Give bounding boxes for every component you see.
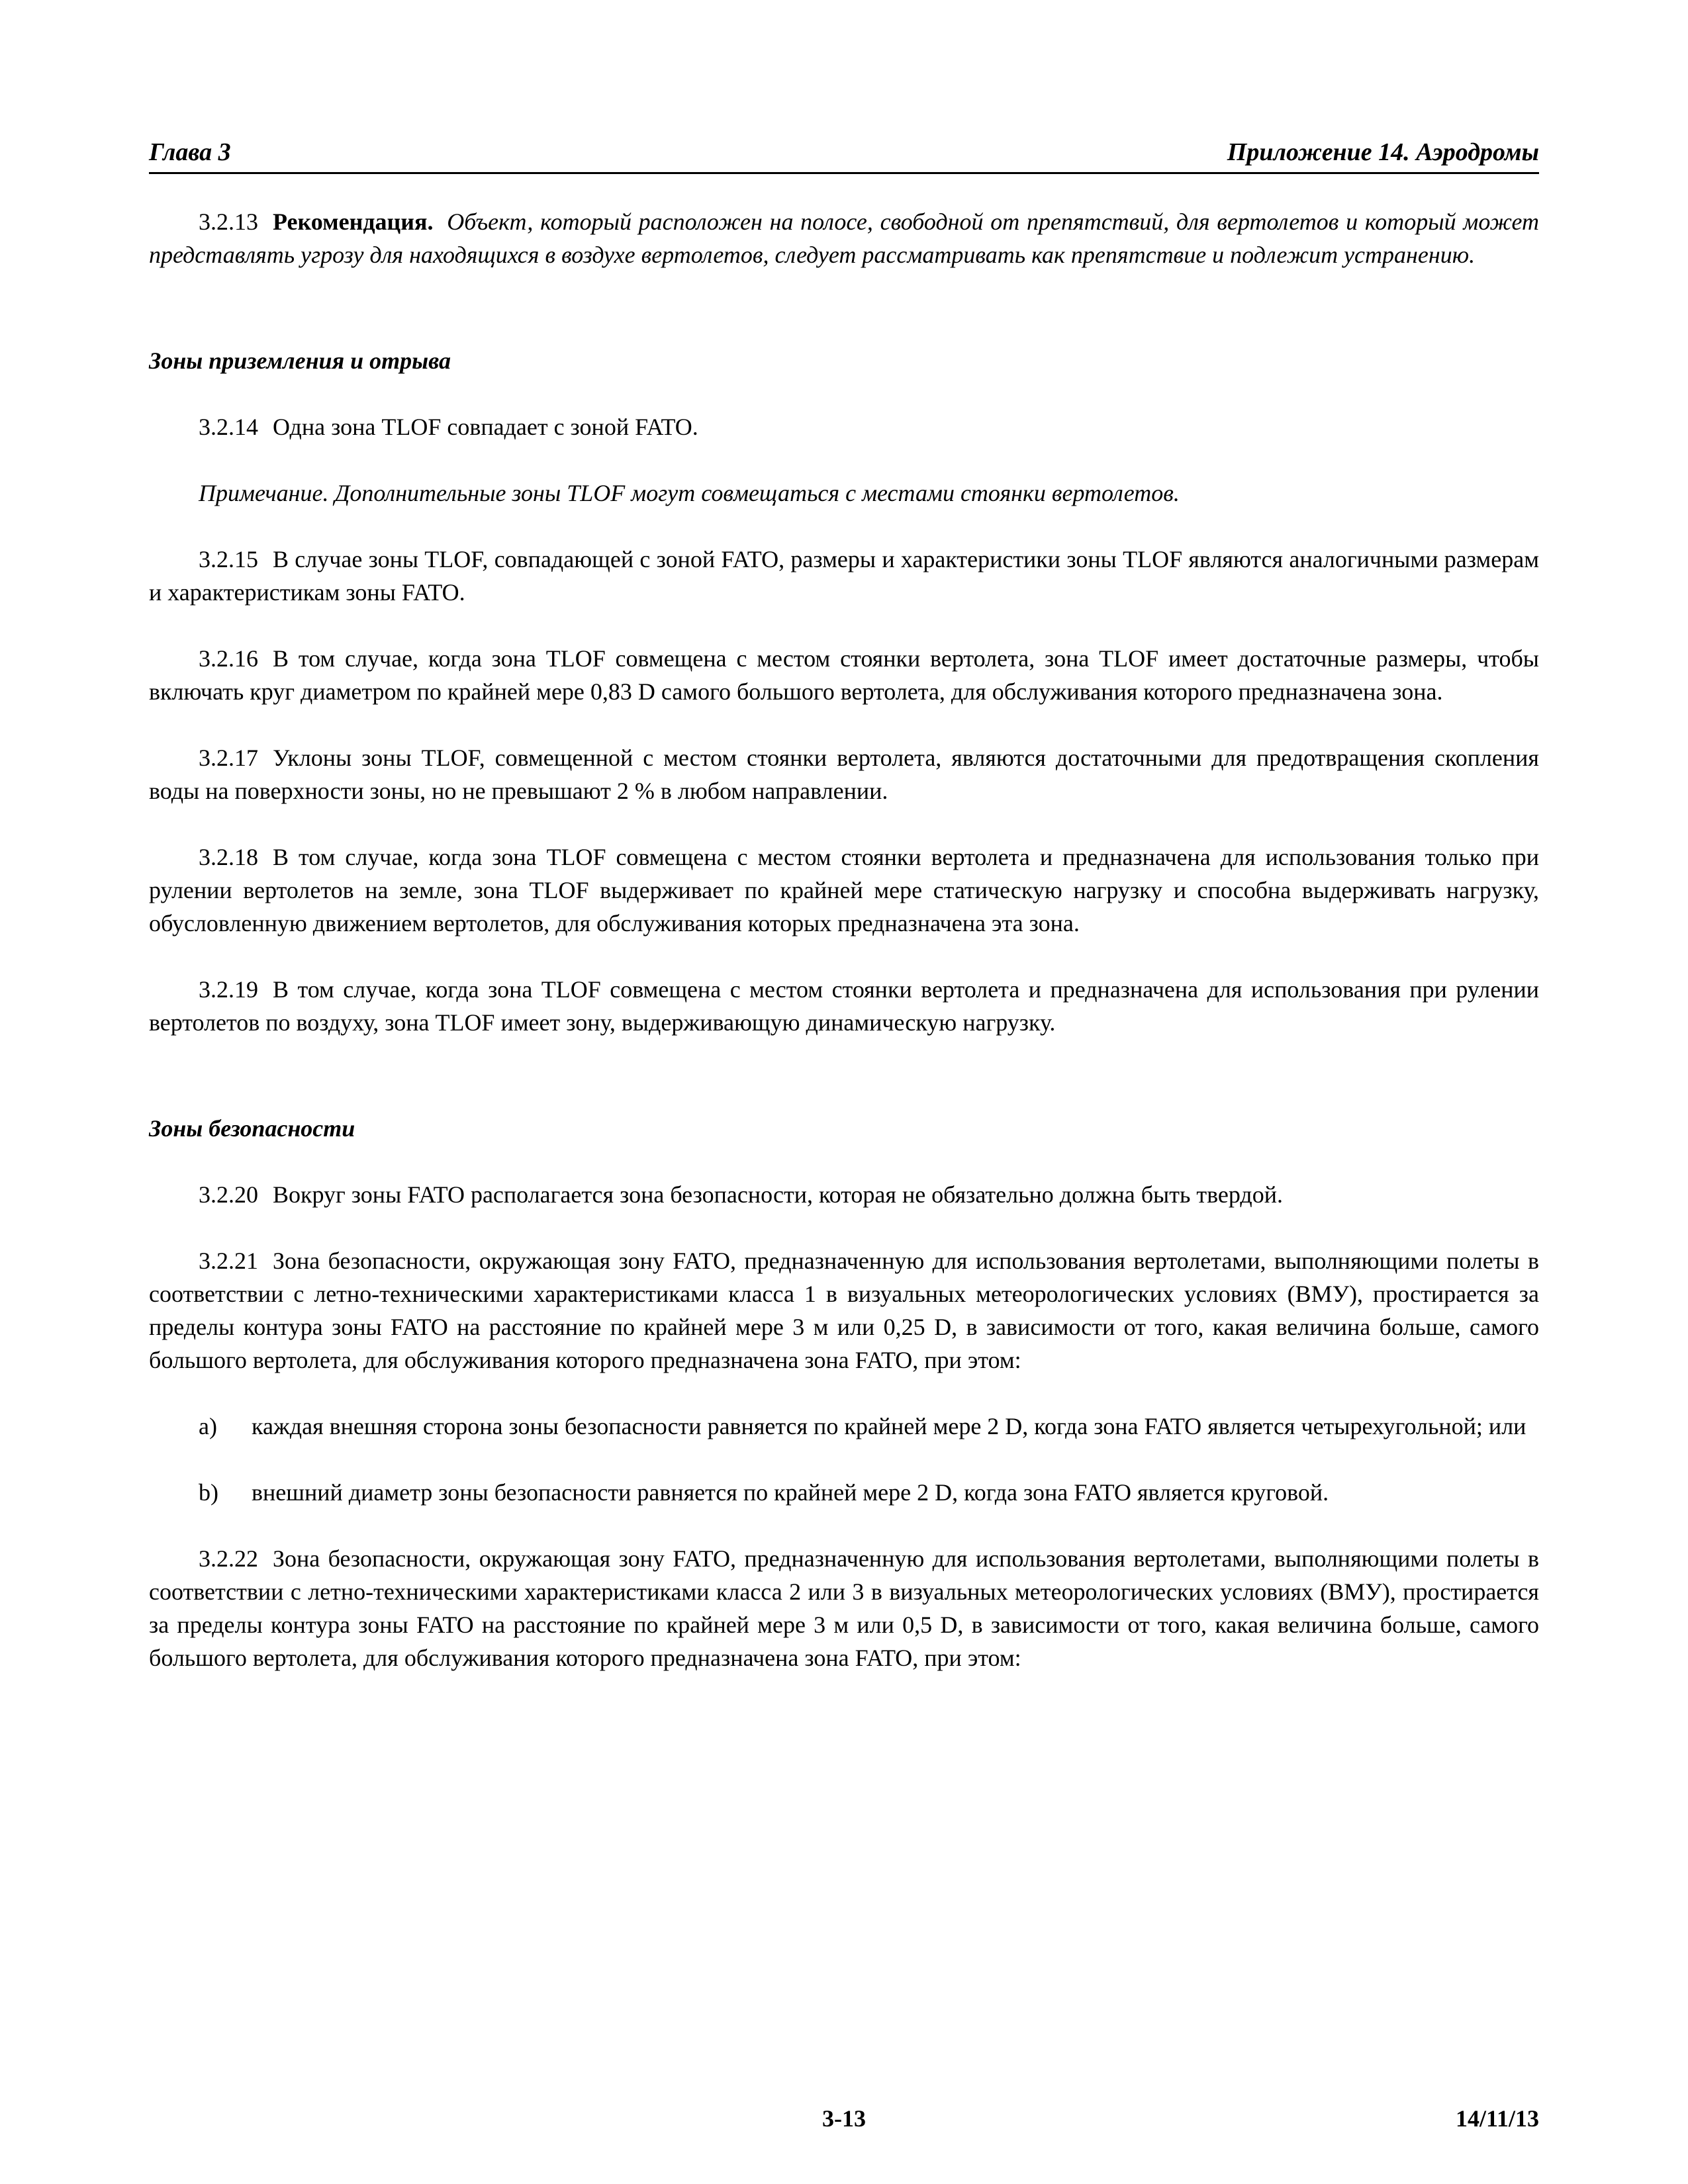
- paragraph-text: В том случае, когда зона TLOF совмещена с местом стоянки вертолета и предназначена для использования при рулении вертолетов по воздуху, зона TLOF имеет зону, выдерживающую динамическую нагрузку.: [149, 976, 1539, 1036]
- page-footer: [149, 2105, 1539, 2138]
- page-header: [149, 132, 1539, 174]
- paragraph-3-2-17: [149, 741, 1539, 807]
- paragraph-3-2-20: [149, 1178, 1539, 1211]
- section-heading-safety: Зоны безопасности: [149, 1115, 355, 1142]
- paragraph-text: Зона безопасности, окружающая зону FATO, предназначенную для использования вертолетами, выполняющими полеты в соответствии с летно-техническими характеристиками класса 2 или 3 в визуальных метеорологических условиях (ВМУ), простирается за пределы контура зоны FATO на расстояние по крайней мере 3 м или 0,5 D, в зависимости от того, какая величина больше, самого большого вертолета, для обслуживания которого предназначена зона FATO, при этом:: [149, 1545, 1539, 1671]
- paragraph-3-2-18: [149, 841, 1539, 940]
- paragraph-number: 3.2.15: [199, 546, 258, 572]
- paragraph-text: В том случае, когда зона TLOF совмещена с местом стоянки вертолета, зона TLOF имеет достаточные размеры, чтобы включать круг диаметром по крайней мере 0,83 D самого большого вертолета, для обслуживания которого предназначена зона.: [149, 645, 1539, 705]
- paragraph-text: Вокруг зоны FATO располагается зона безопасности, которая не обязательно должна быть твердой.: [273, 1181, 1283, 1208]
- paragraph-number: 3.2.14: [199, 414, 258, 440]
- paragraph-number: 3.2.13: [199, 208, 258, 235]
- list-item-a: [149, 1410, 1539, 1443]
- revision-date: 14/11/13: [1455, 2105, 1539, 2132]
- paragraph-number: 3.2.16: [199, 645, 258, 672]
- paragraph-number: 3.2.22: [199, 1545, 258, 1572]
- list-item-text: каждая внешняя сторона зоны безопасности равняется по крайней мере 2 D, когда зона FATO является четырехугольной; или: [252, 1413, 1526, 1439]
- paragraph-3-2-19: [149, 973, 1539, 1039]
- list-marker: b): [199, 1479, 218, 1506]
- paragraph-text: В том случае, когда зона TLOF совмещена с местом стоянки вертолета и предназначена для использования только при рулении вертолетов на земле, зона TLOF выдерживает по крайней мере статическую нагрузку и способна выдерживать нагрузку, обусловленную движением вертолетов, для обслуживания которых предназначена эта зона.: [149, 844, 1539, 936]
- paragraph-3-2-16: [149, 642, 1539, 708]
- paragraph-number: 3.2.18: [199, 844, 258, 870]
- page-content: [149, 205, 1539, 1707]
- paragraph-number: 3.2.21: [199, 1248, 258, 1274]
- paragraph-3-2-15: [149, 543, 1539, 609]
- paragraph-text: Уклоны зоны TLOF, совмещенной с местом стоянки вертолета, являются достаточными для предотвращения скопления воды на поверхности зоны, но не превышают 2 % в любом направлении.: [149, 745, 1539, 804]
- paragraph-number: 3.2.17: [199, 745, 258, 771]
- document-page: [149, 0, 1539, 2184]
- section-heading-tlof: Зоны приземления и отрыва: [149, 347, 451, 374]
- list-item-b: [149, 1476, 1539, 1509]
- paragraph-text: Объект, который расположен на полосе, свободной от препятствий, для вертолетов и который может представлять угрозу для находящихся в воздухе вертолетов, следует рассматривать как препятствие и подлежит устранению.: [149, 208, 1539, 268]
- list-marker: a): [199, 1413, 217, 1439]
- paragraph-number: 3.2.19: [199, 976, 258, 1003]
- recommendation-label: Рекомендация.: [273, 208, 434, 235]
- page-number: 3-13: [822, 2105, 866, 2132]
- paragraph-3-2-14: [149, 410, 1539, 443]
- annex-title: Приложение 14. Аэродромы: [1227, 138, 1539, 166]
- note-paragraph: Примечание. Дополнительные зоны TLOF могут совмещаться с местами стоянки вертолетов.: [199, 480, 1180, 506]
- paragraph-text: Одна зона TLOF совпадает с зоной FATO.: [273, 414, 698, 440]
- paragraph-text: Зона безопасности, окружающая зону FATO, предназначенную для использования вертолетами, выполняющими полеты в соответствии с летно-техническими характеристиками класса 1 в визуальных метеорологических условиях (ВМУ), простирается за пределы контура зоны FATO на расстояние по крайней мере 3 м или 0,25 D, в зависимости от того, какая величина больше, самого большого вертолета, для обслуживания которого предназначена зона FATO, при этом:: [149, 1248, 1539, 1373]
- paragraph-3-2-13: [149, 205, 1539, 271]
- chapter-label: Глава 3: [149, 138, 231, 166]
- paragraph-number: 3.2.20: [199, 1181, 258, 1208]
- paragraph-3-2-22: [149, 1542, 1539, 1674]
- paragraph-text: В случае зоны TLOF, совпадающей с зоной FATO, размеры и характеристики зоны TLOF являются аналогичными размерам и характеристикам зоны FATO.: [149, 546, 1539, 606]
- list-item-text: внешний диаметр зоны безопасности равняется по крайней мере 2 D, когда зона FATO является круговой.: [252, 1479, 1329, 1506]
- paragraph-3-2-21: [149, 1244, 1539, 1377]
